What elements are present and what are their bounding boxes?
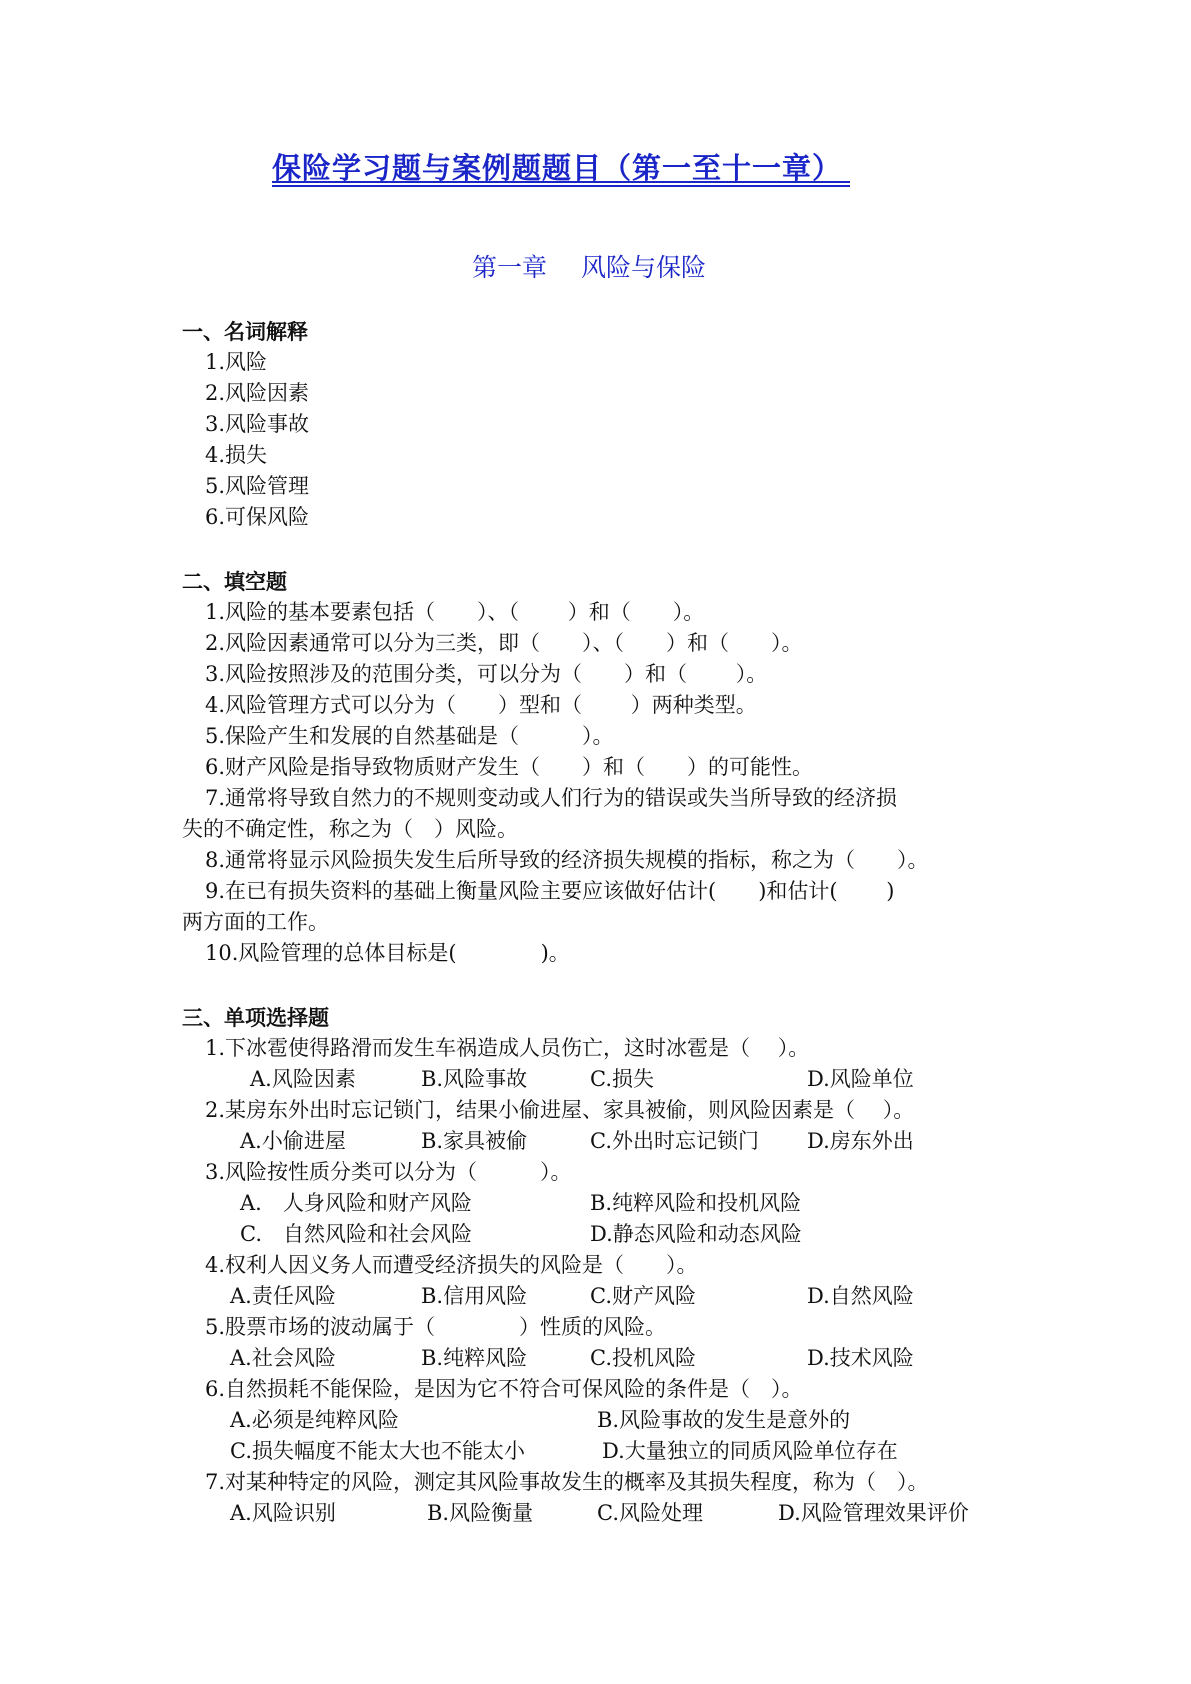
- question-line: 4.权利人因义务人而遭受经济损失的风险是（ ）。: [205, 1253, 698, 1277]
- option-b: B.风险衡量: [427, 1501, 534, 1525]
- question-line: 2.风险因素通常可以分为三类，即（ ）、（ ）和（ ）。: [205, 631, 803, 655]
- question-line: 4.风险管理方式可以分为（ ）型和（ ）两种类型。: [205, 693, 757, 717]
- option-d: D.大量独立的同质风险单位存在: [602, 1439, 898, 1463]
- option-a: A.风险因素: [250, 1067, 356, 1091]
- option-d: D.房东外出: [807, 1129, 914, 1153]
- section-heading-multiple-choice: 三、单项选择题: [182, 1006, 329, 1030]
- option-d: D.技术风险: [807, 1346, 914, 1370]
- question-line: 5.保险产生和发展的自然基础是（ ）。: [205, 724, 614, 748]
- section-heading-definitions: 一、名词解释: [182, 320, 308, 344]
- title-underline: [272, 181, 850, 183]
- question-line: 3.风险按性质分类可以分为（ ）。: [205, 1160, 572, 1184]
- chapter-number: 第一章: [472, 253, 548, 282]
- option-c: C.财产风险: [590, 1284, 696, 1308]
- chapter-name: 风险与保险: [581, 253, 707, 282]
- question-line: 1.风险的基本要素包括（ ）、（ ）和（ ）。: [205, 600, 705, 624]
- option-c: C.投机风险: [590, 1346, 696, 1370]
- question-line: 7.通常将导致自然力的不规则变动或人们行为的错误或失当所导致的经济损: [205, 786, 898, 810]
- option-d: D.静态风险和动态风险: [590, 1222, 802, 1246]
- option-c: C.外出时忘记锁门: [590, 1129, 759, 1153]
- question-line-continued: 失的不确定性，称之为（ ）风险。: [182, 817, 518, 841]
- option-c: C.风险处理: [597, 1501, 703, 1525]
- question-line: 5.股票市场的波动属于（ ）性质的风险。: [205, 1315, 667, 1339]
- option-a: A.社会风险: [230, 1346, 336, 1370]
- list-item: 5.风险管理: [205, 474, 310, 498]
- option-a: A.责任风险: [230, 1284, 336, 1308]
- list-item: 3.风险事故: [205, 412, 310, 436]
- option-d: D.风险单位: [807, 1067, 914, 1091]
- option-d: D.自然风险: [807, 1284, 914, 1308]
- question-line: 7.对某种特定的风险，测定其风险事故发生的概率及其损失程度，称为（ ）。: [205, 1470, 929, 1494]
- question-line: 3.风险按照涉及的范围分类，可以分为（ ）和（ ）。: [205, 662, 768, 686]
- option-a: A. 人身风险和财产风险: [240, 1191, 472, 1215]
- title-underline-secondary: [272, 185, 850, 187]
- question-line-continued: 两方面的工作。: [182, 910, 329, 934]
- option-b: B.纯粹风险和投机风险: [590, 1191, 802, 1215]
- list-item: 6.可保风险: [205, 505, 310, 529]
- option-c: C. 自然风险和社会风险: [240, 1222, 472, 1246]
- question-line: 10.风险管理的总体目标是( )。: [205, 941, 570, 965]
- chapter-title: [472, 248, 706, 284]
- section-heading-fill-in: 二、填空题: [182, 570, 287, 594]
- question-line: 9.在已有损失资料的基础上衡量风险主要应该做好估计( )和估计( ): [205, 879, 895, 903]
- list-item: 4.损失: [205, 443, 268, 467]
- question-line: 6.财产风险是指导致物质财产发生（ ）和（ ）的可能性。: [205, 755, 814, 779]
- option-d: D.风险管理效果评价: [778, 1501, 969, 1525]
- question-line: 1.下冰雹使得路滑而发生车祸造成人员伤亡，这时冰雹是（ ）。: [205, 1036, 810, 1060]
- option-a: A.小偷进屋: [240, 1129, 346, 1153]
- option-b: B.信用风险: [421, 1284, 528, 1308]
- option-c: C.损失幅度不能太大也不能太小: [230, 1439, 525, 1463]
- question-line: 6.自然损耗不能保险，是因为它不符合可保风险的条件是（ ）。: [205, 1377, 803, 1401]
- list-item: 1.风险: [205, 350, 268, 374]
- option-a: A.必须是纯粹风险: [230, 1408, 399, 1432]
- option-b: B.家具被偷: [421, 1129, 528, 1153]
- option-b: B.风险事故: [421, 1067, 528, 1091]
- option-c: C.损失: [590, 1067, 654, 1091]
- option-b: B.纯粹风险: [421, 1346, 528, 1370]
- question-line: 8.通常将显示风险损失发生后所导致的经济损失规模的指标，称之为（ ）。: [205, 848, 929, 872]
- page-title: 保险学习题与案例题题目（第一至十一章）: [272, 151, 843, 185]
- question-line: 2.某房东外出时忘记锁门，结果小偷进屋、家具被偷，则风险因素是（ ）。: [205, 1098, 915, 1122]
- option-a: A.风险识别: [230, 1501, 336, 1525]
- option-b: B.风险事故的发生是意外的: [597, 1408, 851, 1432]
- list-item: 2.风险因素: [205, 381, 310, 405]
